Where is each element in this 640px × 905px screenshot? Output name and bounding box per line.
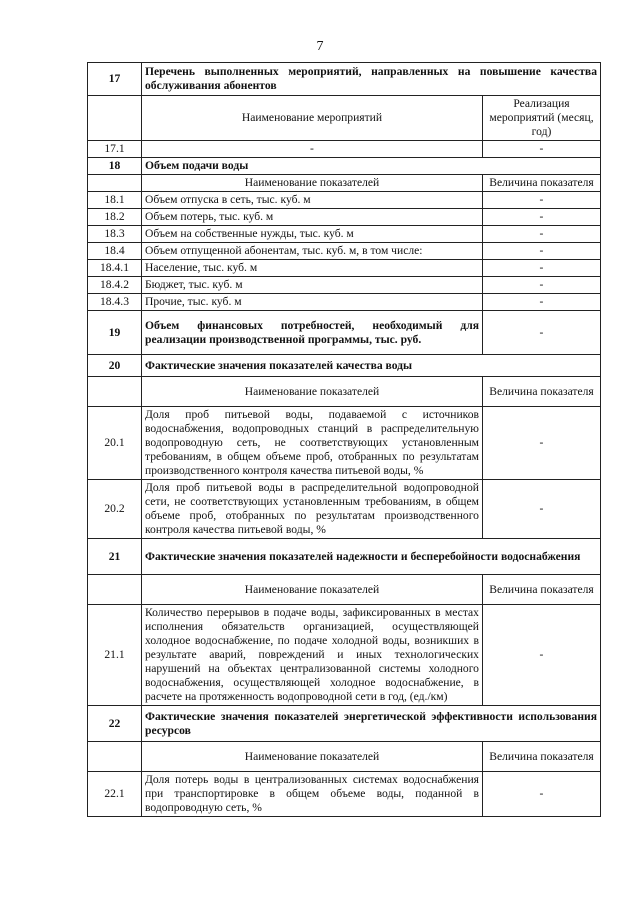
row-name: Население, тыс. куб. м: [142, 260, 483, 277]
row-number: 20.1: [88, 407, 142, 480]
row-number: 20.2: [88, 480, 142, 539]
row-value: -: [482, 311, 600, 355]
table-row: [88, 226, 601, 243]
column-header-value: Величина показателя: [482, 377, 600, 407]
row-number: 18.1: [88, 192, 142, 209]
row-number: 18.4.3: [88, 294, 142, 311]
row-value: -: [482, 192, 600, 209]
table-row: [88, 407, 601, 480]
row-name: Объем на собственные нужды, тыс. куб. м: [142, 226, 483, 243]
column-header-value: Реализация мероприятий (месяц, год): [482, 96, 600, 141]
row-number: 17.1: [88, 141, 142, 158]
row-value: -: [482, 226, 600, 243]
section-title: Объем финансовых потребностей, необходимый для реализации производственной программы, тыс. руб.: [142, 311, 483, 355]
section-header-21: [88, 539, 601, 575]
column-header-row: [88, 175, 601, 192]
section-title: Фактические значения показателей надежности и бесперебойности водоснабжения: [142, 539, 601, 575]
column-header-value: Величина показателя: [482, 742, 600, 772]
section-number: 17: [88, 63, 142, 96]
row-name: Объем потерь, тыс. куб. м: [142, 209, 483, 226]
row-number: 18.2: [88, 209, 142, 226]
section-header-20: [88, 355, 601, 377]
column-header-value: Величина показателя: [482, 575, 600, 605]
row-value: -: [482, 260, 600, 277]
section-header-17: [88, 63, 601, 96]
column-header-name: Наименование показателей: [142, 175, 483, 192]
table-row: [88, 243, 601, 260]
column-header-row: [88, 575, 601, 605]
row-name: Доля проб питьевой воды, подаваемой с источников водоснабжения, водопроводных станций в распределительную водопроводную сеть, не соответствующих установленным требованиям, в общем объеме проб, отобранных по результатам производственного контроля качества питьевой воды, %: [142, 407, 483, 480]
row-number: 18.3: [88, 226, 142, 243]
table-row: [88, 141, 601, 158]
row-name: Доля проб питьевой воды в распределительной водопроводной сети, не соответствующих установленным требованиям, в общем объеме проб, отобранных по результатам производственного контроля качества питьевой воды, %: [142, 480, 483, 539]
table-row: [88, 294, 601, 311]
column-header-row: [88, 742, 601, 772]
table-row: [88, 277, 601, 294]
row-number: 21.1: [88, 605, 142, 706]
row-number: 18.4.2: [88, 277, 142, 294]
row-name: Объем отпущенной абонентам, тыс. куб. м, в том числе:: [142, 243, 483, 260]
section-header-19: [88, 311, 601, 355]
row-name: -: [142, 141, 483, 158]
section-title: Фактические значения показателей энергетической эффективности использования ресурсов: [142, 706, 601, 742]
row-value: -: [482, 772, 600, 817]
column-header-name: Наименование показателей: [142, 742, 483, 772]
row-number: 18.4: [88, 243, 142, 260]
table-row: [88, 480, 601, 539]
section-number: 22: [88, 706, 142, 742]
row-name: Доля потерь воды в централизованных системах водоснабжения при транспортировке в общем объеме воды, поданной в водопроводную сеть, %: [142, 772, 483, 817]
indicators-table: [87, 62, 601, 817]
column-header-value: Величина показателя: [482, 175, 600, 192]
row-name: Бюджет, тыс. куб. м: [142, 277, 483, 294]
row-name: Объем отпуска в сеть, тыс. куб. м: [142, 192, 483, 209]
row-name: Количество перерывов в подаче воды, зафиксированных в местах исполнения обязательств организацией, осуществляющей холодное водоснабжение, по подаче холодной воды, возникших в результате аварий, повреждений и иных технологических нарушений на объектах централизованной системы холодного водоснабжения, осуществляющей холодное водоснабжение, в расчете на протяженность водопроводной сети в год, (ед./км): [142, 605, 483, 706]
column-header-row: [88, 96, 601, 141]
row-value: -: [482, 277, 600, 294]
section-header-22: [88, 706, 601, 742]
section-title: Фактические значения показателей качества воды: [142, 355, 601, 377]
row-value: -: [482, 141, 600, 158]
column-header-name: Наименование показателей: [142, 575, 483, 605]
row-value: -: [482, 605, 600, 706]
table-row: [88, 209, 601, 226]
section-title: Объем подачи воды: [142, 158, 601, 175]
row-value: -: [482, 294, 600, 311]
section-number: 21: [88, 539, 142, 575]
table-row: [88, 605, 601, 706]
row-value: -: [482, 407, 600, 480]
section-number: 19: [88, 311, 142, 355]
row-value: -: [482, 209, 600, 226]
row-name: Прочие, тыс. куб. м: [142, 294, 483, 311]
row-value: -: [482, 243, 600, 260]
row-value: -: [482, 480, 600, 539]
column-header-name: Наименование показателей: [142, 377, 483, 407]
section-title: Перечень выполненных мероприятий, направленных на повышение качества обслуживания абонентов: [142, 63, 601, 96]
column-header-name: Наименование мероприятий: [142, 96, 483, 141]
section-number: 18: [88, 158, 142, 175]
table-row: [88, 192, 601, 209]
table-row: [88, 772, 601, 817]
table-row: [88, 260, 601, 277]
page-number: 7: [316, 39, 324, 54]
row-number: 22.1: [88, 772, 142, 817]
section-number: 20: [88, 355, 142, 377]
column-header-row: [88, 377, 601, 407]
row-number: 18.4.1: [88, 260, 142, 277]
section-header-18: [88, 158, 601, 175]
